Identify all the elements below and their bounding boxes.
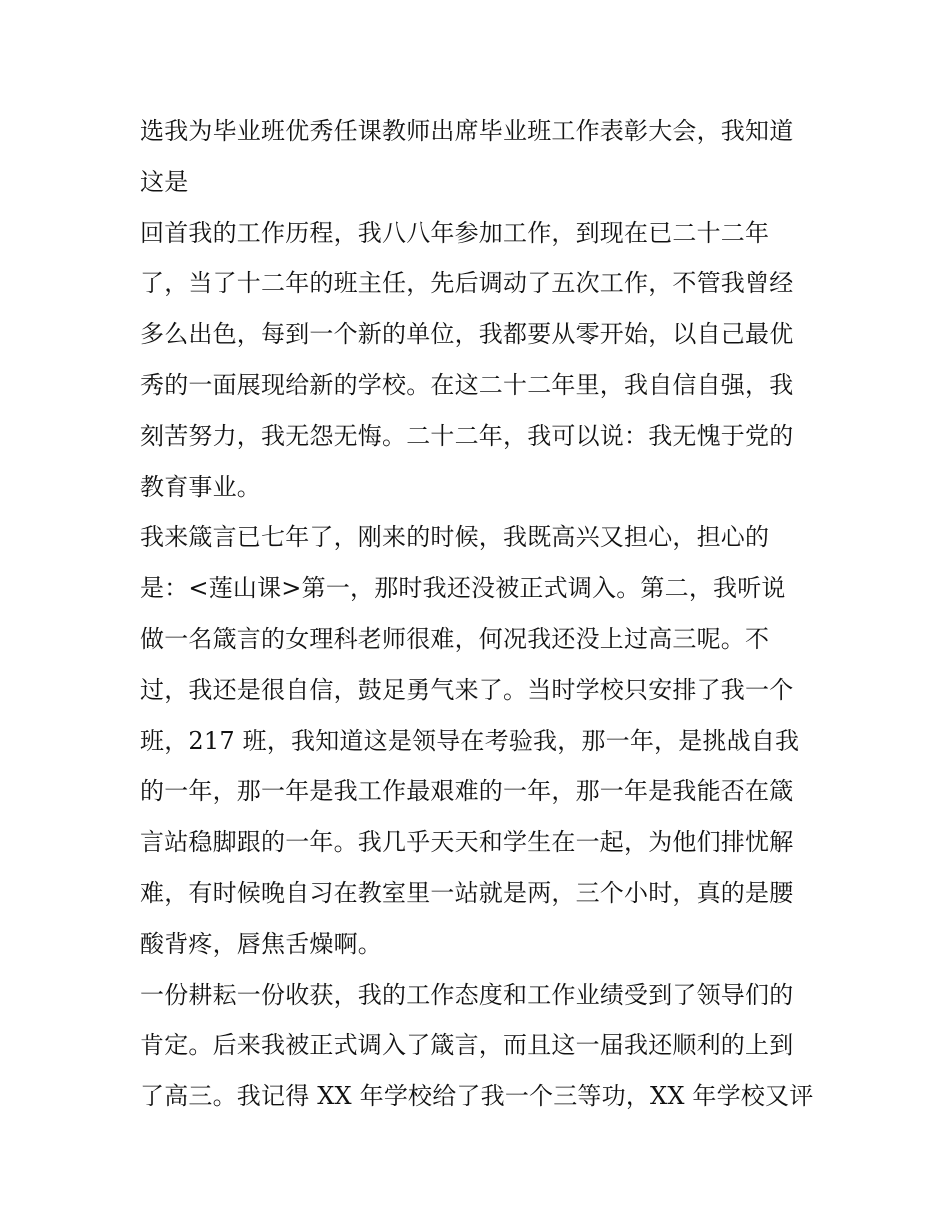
text-line: 秀的一面展现给新的学校。在这二十二年里，我自信自强，我: [140, 370, 794, 399]
text-line: 了，当了十二年的班主任，先后调动了五次工作，不管我曾经: [140, 269, 794, 298]
text-line: 言站稳脚跟的一年。我几乎天天和学生在一起，为他们排忧解: [140, 828, 794, 857]
text-line: 难，有时候晚自习在教室里一站就是两，三个小时，真的是腰: [140, 878, 794, 907]
text-line: 回首我的工作历程，我八八年参加工作，到现在已二十二年: [140, 218, 770, 247]
text-line: 刻苦努力，我无怨无悔。二十二年，我可以说：我无愧于党的: [140, 421, 794, 450]
document-body: [140, 106, 820, 1122]
text-line: 我来箴言已七年了，刚来的时候，我既高兴又担心，担心的: [140, 523, 770, 552]
text-line: 过，我还是很自信，鼓足勇气来了。当时学校只安排了我一个: [140, 675, 794, 704]
text-line: 做一名箴言的女理科老师很难，何况我还没上过高三呢。不: [140, 624, 770, 653]
text-line: 酸背疼，唇焦舌燥啊。: [140, 929, 382, 958]
text-line: 一份耕耘一份收获，我的工作态度和工作业绩受到了领导们的: [140, 980, 794, 1009]
text-line: 是：<莲山课>第一，那时我还没被正式调入。第二，我听说: [140, 574, 786, 603]
text-line: 这是: [140, 167, 189, 196]
text-line: 选我为毕业班优秀任课教师出席毕业班工作表彰大会，我知道: [140, 117, 794, 145]
text-line: 了高三。我记得 XX 年学校给了我一个三等功，XX 年学校又评: [140, 1082, 814, 1111]
text-line: 的一年，那一年是我工作最艰难的一年，那一年是我能否在箴: [140, 777, 794, 806]
text-line: 多么出色，每到一个新的单位，我都要从零开始，以自己最优: [140, 320, 794, 349]
text-line: 教育事业。: [140, 472, 261, 501]
text-line: 班，217 班，我知道这是领导在考验我，那一年，是挑战自我: [140, 726, 800, 755]
text-line: 肯定。后来我被正式调入了箴言，而且这一届我还顺利的上到: [140, 1031, 794, 1060]
